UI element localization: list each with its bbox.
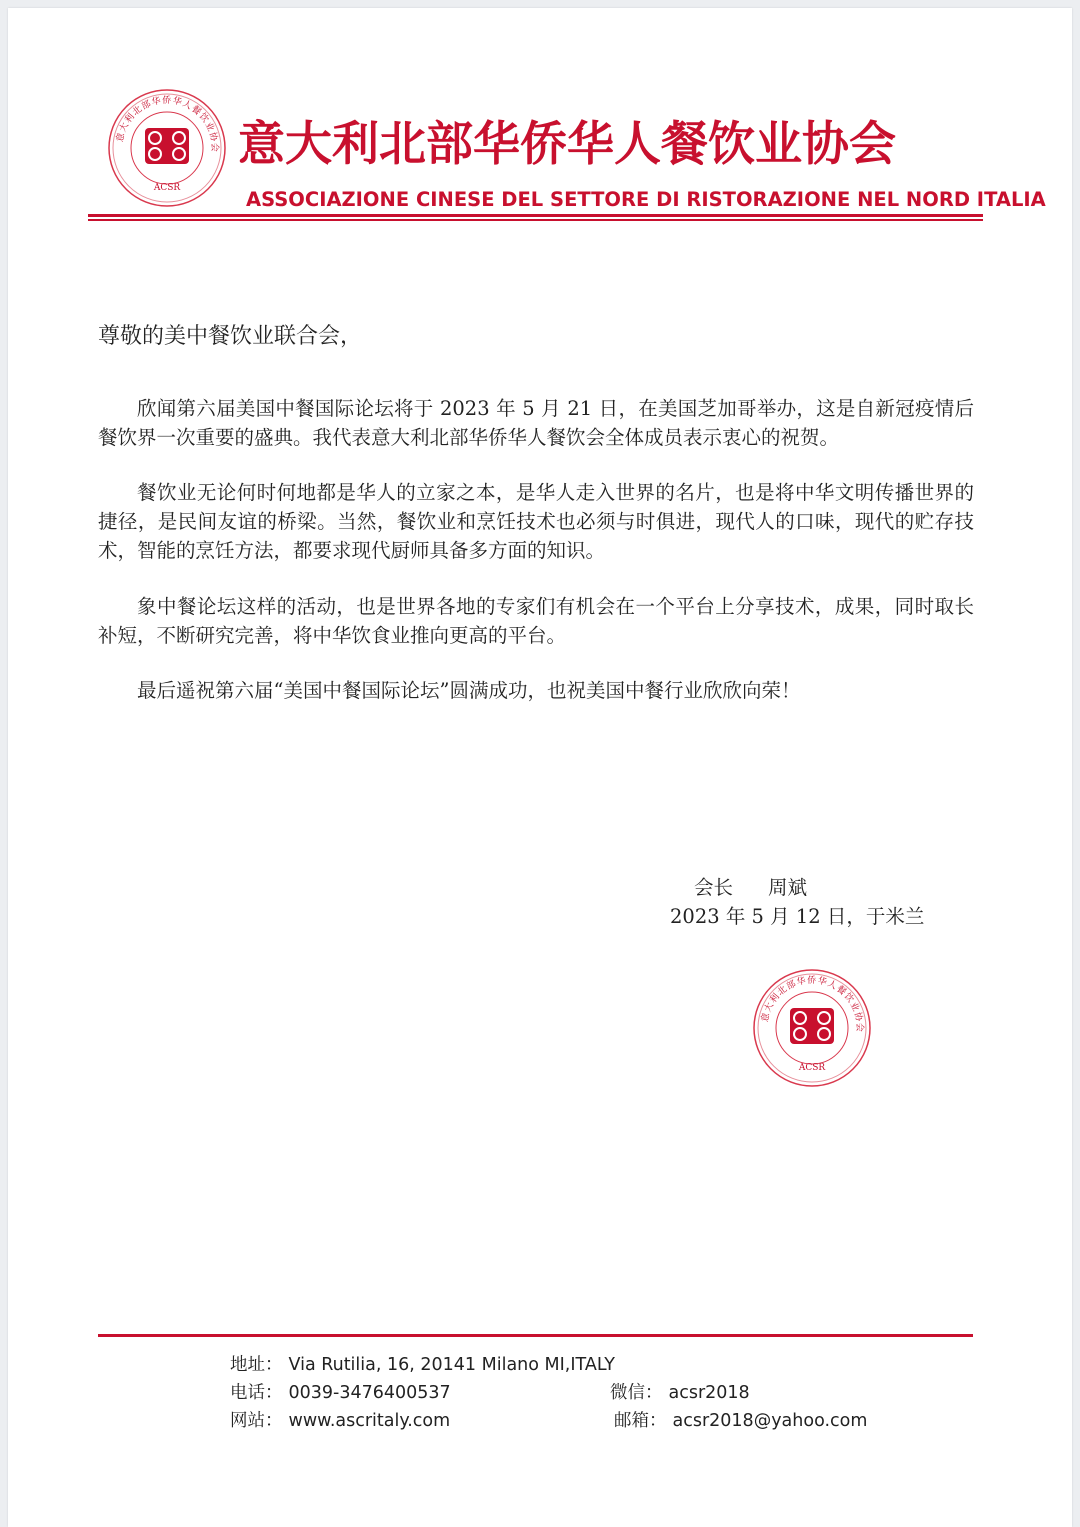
association-name-italian: ASSOCIAZIONE CINESE DEL SETTORE DI RISTORAZIONE NEL NORD ITALIA (246, 188, 1046, 211)
association-seal-logo (105, 86, 229, 210)
letter-paragraph-4: 最后遥祝第六届“美国中餐国际论坛”圆满成功，也祝美国中餐行业欣欣向荣！ (137, 679, 801, 702)
svg-text:意大利北部华侨华人餐饮业协会: 意大利北部华侨华人餐饮业协会 (760, 975, 865, 1033)
footer-phone (230, 1379, 451, 1407)
address-value: Via Rutilia, 16, 20141 Milano MI,ITALY (288, 1355, 615, 1375)
svg-text:ACSR: ACSR (798, 1063, 826, 1073)
website-value: www.ascritaly.com (288, 1411, 451, 1431)
signer-title: 会长 (694, 876, 734, 899)
letter-paragraph-2: 餐饮业无论何时何地都是华人的立家之本，是华人走入世界的名片，也是将中华文明传播世界的捷径，是民间友谊的桥梁。当然，餐饮业和烹饪技术也必须与时俱进，现代人的口味，现代的贮存技术，智能的烹饪方法，都要求现代厨师具备多方面的知识。 (98, 481, 974, 562)
phone-label: 电话： (230, 1383, 283, 1403)
svg-text:意大利北部华侨华人餐饮业协会: 意大利北部华侨华人餐饮业协会 (115, 95, 220, 153)
letter-salutation: 尊敬的美中餐饮业联合会， (98, 324, 363, 349)
footer-divider (98, 1334, 973, 1337)
wechat-label: 微信： (610, 1383, 663, 1403)
footer-address (230, 1351, 615, 1379)
header-divider (88, 214, 983, 217)
signature-date-place: 2023 年 5 月 12 日，于米兰 (670, 905, 925, 928)
signer-name: 周斌 (768, 876, 808, 899)
letter-paragraph-3: 象中餐论坛这样的活动，也是世界各地的专家们有机会在一个平台上分享技术，成果，同时取长补短，不断研究完善，将中华饮食业推向更高的平台。 (98, 595, 974, 647)
footer-website (230, 1407, 450, 1435)
association-stamp (750, 966, 874, 1090)
letter-page (8, 8, 1072, 1527)
email-value: acsr2018@yahoo.com (672, 1411, 868, 1431)
website-label: 网站： (230, 1411, 283, 1431)
address-label: 地址： (230, 1355, 283, 1375)
footer-wechat (610, 1379, 750, 1407)
header-divider-thin (88, 219, 983, 221)
footer-email (614, 1407, 867, 1435)
email-label: 邮箱： (614, 1411, 667, 1431)
association-name-chinese: 意大利北部华侨华人餐饮业协会 (238, 117, 896, 172)
wechat-value: acsr2018 (668, 1383, 750, 1403)
letter-paragraph-1: 欣闻第六届美国中餐国际论坛将于 2023 年 5 月 21 日，在美国芝加哥举办，这是自新冠疫情后餐饮界一次重要的盛典。我代表意大利北部华侨华人餐饮会全体成员表示衷心的祝贺。 (98, 397, 974, 449)
phone-value: 0039-3476400537 (288, 1383, 451, 1403)
svg-text:ACSR: ACSR (153, 183, 181, 193)
